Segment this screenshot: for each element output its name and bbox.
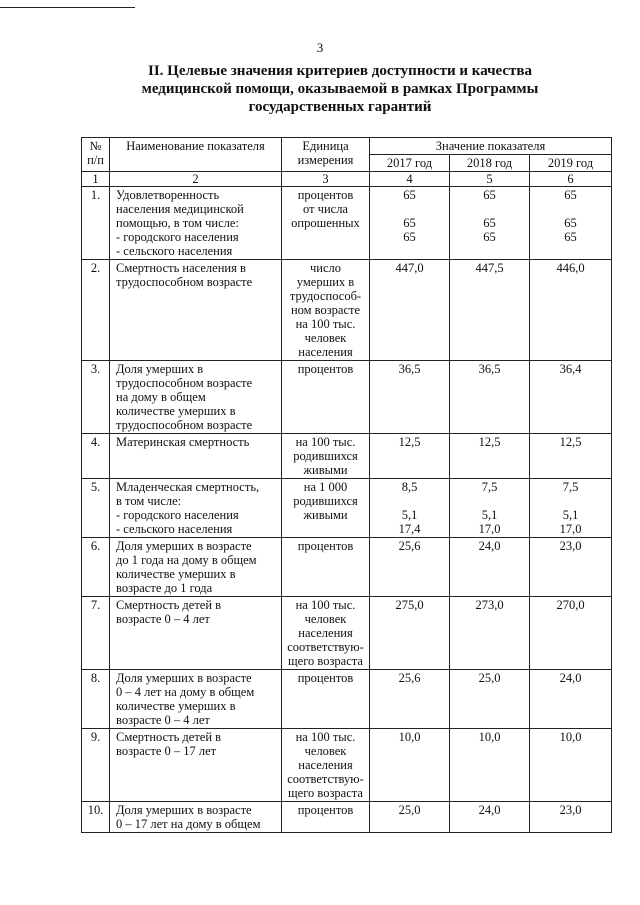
table-row [82, 361, 612, 434]
indicator-name-line: Младенческая смертность, [116, 480, 260, 494]
unit-line: населения [298, 345, 353, 359]
unit-line: ном возрасте [290, 303, 361, 317]
value-2017 [370, 479, 450, 538]
header-year-2017: 2017 год [370, 155, 450, 172]
indicator-name-line: населения медицинской [116, 202, 244, 216]
indicator-name [110, 729, 282, 802]
unit-line: живыми [303, 463, 348, 477]
unit-line: человек [304, 331, 347, 345]
header-values: Значение показателя [370, 138, 612, 155]
row-number [82, 187, 110, 260]
value-2017 [370, 670, 450, 729]
indicator-name-line: - сельского населения [116, 244, 233, 258]
value-2017 [370, 434, 450, 479]
value-2019-text: 24,0 [559, 671, 582, 685]
row-number-text: 7. [90, 598, 101, 612]
indicator-name-line: возрасте 0 – 17 лет [116, 744, 217, 758]
value-2018 [450, 538, 530, 597]
value-gap [533, 494, 608, 508]
unit-line: процентов [297, 803, 354, 817]
header-number-line-1: № [89, 139, 102, 153]
value-2018 [450, 670, 530, 729]
value-gap [453, 494, 526, 508]
indicator-name-line: 0 – 17 лет на дому в общем [116, 817, 261, 831]
column-index: 3 [282, 172, 370, 187]
unit-line: умерших в [296, 275, 355, 289]
value-2019 [530, 260, 612, 361]
value-2019 [530, 729, 612, 802]
row-number-text: 8. [90, 671, 101, 685]
value-2017-text: 17,4 [398, 522, 421, 536]
value-2018-text: 12,5 [478, 435, 501, 449]
unit-of-measure [282, 538, 370, 597]
indicator-name-line: помощью, в том числе: [116, 216, 239, 230]
indicator-name-line: трудоспособном возрасте [116, 275, 253, 289]
value-2017 [370, 361, 450, 434]
value-2018-text: 25,0 [478, 671, 501, 685]
indicator-name-line: количестве умерших в [116, 567, 236, 581]
value-2019-text: 446,0 [556, 261, 585, 275]
row-number-text: 5. [90, 480, 101, 494]
table-row [82, 187, 612, 260]
header-year-2018: 2018 год [450, 155, 530, 172]
value-2018-text: 7,5 [481, 480, 498, 494]
value-2017 [370, 260, 450, 361]
section-title [100, 62, 580, 116]
unit-line: процентов [297, 539, 354, 553]
column-index: 1 [82, 172, 110, 187]
table-row [82, 597, 612, 670]
value-2018-text: 17,0 [478, 522, 501, 536]
unit-of-measure [282, 434, 370, 479]
value-2019 [530, 479, 612, 538]
value-2018-text: 5,1 [481, 508, 498, 522]
value-2019 [530, 670, 612, 729]
row-number [82, 434, 110, 479]
column-index-row [82, 172, 612, 187]
value-2017 [370, 729, 450, 802]
unit-line: на 100 тыс. [295, 435, 356, 449]
unit-of-measure [282, 729, 370, 802]
unit-line: трудоспособ- [289, 289, 362, 303]
unit-line: число [309, 261, 341, 275]
unit-of-measure [282, 802, 370, 833]
indicator-name [110, 187, 282, 260]
table-row [82, 670, 612, 729]
value-2018 [450, 434, 530, 479]
indicator-name-line: количестве умерших в [116, 699, 236, 713]
table-row [82, 538, 612, 597]
value-2018 [450, 597, 530, 670]
indicator-name [110, 260, 282, 361]
value-2019-text: 270,0 [556, 598, 585, 612]
value-2018-text: 273,0 [475, 598, 504, 612]
unit-line: соответствую- [287, 640, 364, 654]
value-2018-text: 65 [483, 230, 496, 244]
indicator-name [110, 434, 282, 479]
value-2018-text: 24,0 [478, 539, 501, 553]
unit-line: процентов [297, 362, 354, 376]
indicator-name-line: до 1 года на дому в общем [116, 553, 257, 567]
value-2017-text: 10,0 [398, 730, 421, 744]
criteria-table [81, 137, 612, 833]
value-2017-text: 447,0 [395, 261, 424, 275]
indicator-name-line: Материнская смертность [116, 435, 250, 449]
unit-line: на 1 000 [303, 480, 348, 494]
top-left-rule [0, 7, 135, 8]
value-2017 [370, 802, 450, 833]
unit-line: от числа [303, 202, 348, 216]
header-year-2019: 2019 год [530, 155, 612, 172]
table-row [82, 802, 612, 833]
unit-line: на 100 тыс. [295, 730, 356, 744]
indicator-name-line: возрасте до 1 года [116, 581, 213, 595]
header-unit-line-2: измерения [297, 153, 354, 167]
value-2018 [450, 802, 530, 833]
indicator-name [110, 597, 282, 670]
value-2017-text: 36,5 [398, 362, 421, 376]
value-2017-text: 5,1 [401, 508, 418, 522]
table-body [82, 187, 612, 833]
value-2018-text: 24,0 [478, 803, 501, 817]
indicator-name-line: на дому в общем [116, 390, 206, 404]
indicator-name-line: Доля умерших в возрасте [116, 671, 252, 685]
indicator-name-line: Доля умерших в возрасте [116, 539, 252, 553]
row-number-text: 10. [87, 803, 104, 817]
unit-line: живыми [303, 508, 348, 522]
unit-line: процентов [297, 188, 354, 202]
row-number [82, 361, 110, 434]
row-number-text: 9. [90, 730, 101, 744]
indicator-name-line: Смертность детей в [116, 730, 222, 744]
value-2019-text: 23,0 [559, 803, 582, 817]
unit-line: на 100 тыс. [295, 317, 356, 331]
value-2017 [370, 187, 450, 260]
row-number [82, 538, 110, 597]
indicator-name-line: Смертность населения в [116, 261, 246, 275]
value-2017-text: 8,5 [401, 480, 418, 494]
section-title-line-3: государственных гарантий [248, 99, 432, 115]
value-2019-text: 5,1 [562, 508, 579, 522]
unit-line: на 100 тыс. [295, 598, 356, 612]
value-2017-text: 25,0 [398, 803, 421, 817]
value-gap [373, 494, 446, 508]
table-row [82, 260, 612, 361]
value-2018-text: 10,0 [478, 730, 501, 744]
value-2019-text: 10,0 [559, 730, 582, 744]
unit-line: населения [298, 626, 353, 640]
value-2019-text: 65 [564, 188, 577, 202]
value-2019 [530, 802, 612, 833]
row-number-text: 4. [90, 435, 101, 449]
indicator-name-line: Смертность детей в [116, 598, 222, 612]
row-number [82, 802, 110, 833]
value-2018-text: 65 [483, 188, 496, 202]
indicator-name [110, 802, 282, 833]
column-index: 2 [110, 172, 282, 187]
unit-line: населения [298, 758, 353, 772]
value-2018 [450, 729, 530, 802]
page-number: 3 [316, 40, 324, 55]
unit-of-measure [282, 597, 370, 670]
indicator-name [110, 670, 282, 729]
row-number [82, 260, 110, 361]
row-number [82, 597, 110, 670]
indicator-name-line: трудоспособном возрасте [116, 376, 253, 390]
unit-line: человек [304, 612, 347, 626]
value-2019 [530, 434, 612, 479]
value-2019-text: 23,0 [559, 539, 582, 553]
unit-of-measure [282, 187, 370, 260]
value-2017-text: 65 [403, 188, 416, 202]
table-row [82, 729, 612, 802]
value-gap [373, 202, 446, 216]
indicator-name-line: возрасте 0 – 4 лет [116, 713, 210, 727]
value-2017 [370, 538, 450, 597]
row-number [82, 729, 110, 802]
unit-line: родившихся [293, 494, 358, 508]
indicator-name-line: трудоспособном возрасте [116, 418, 253, 432]
indicator-name-line: возрасте 0 – 4 лет [116, 612, 210, 626]
value-2019 [530, 597, 612, 670]
indicator-name-line: количестве умерших в [116, 404, 236, 418]
header-row-1 [82, 138, 612, 155]
value-2019-text: 65 [564, 216, 577, 230]
value-2019-text: 65 [564, 230, 577, 244]
value-2019-text: 36,4 [559, 362, 582, 376]
unit-line: щего возраста [288, 654, 363, 668]
value-2018-text: 65 [483, 216, 496, 230]
table-row [82, 434, 612, 479]
value-gap [533, 202, 608, 216]
value-gap [453, 202, 526, 216]
unit-of-measure [282, 479, 370, 538]
value-2017-text: 65 [403, 230, 416, 244]
value-2019-text: 12,5 [559, 435, 582, 449]
indicator-name [110, 479, 282, 538]
indicator-name [110, 538, 282, 597]
header-number [82, 138, 110, 172]
value-2017 [370, 597, 450, 670]
indicator-name-line: Доля умерших в [116, 362, 204, 376]
indicator-name-line: в том числе: [116, 494, 182, 508]
value-2019 [530, 361, 612, 434]
row-number-text: 2. [90, 261, 101, 275]
value-2019-text: 17,0 [559, 522, 582, 536]
header-number-line-2: п/п [87, 153, 104, 167]
indicator-name-line: Доля умерших в возрасте [116, 803, 252, 817]
value-2017-text: 25,6 [398, 671, 421, 685]
indicator-name-line: - городского населения [116, 508, 239, 522]
indicator-name-line: 0 – 4 лет на дому в общем [116, 685, 255, 699]
header-indicator-name: Наименование показателя [110, 138, 282, 172]
header-unit-line-1: Единица [302, 139, 349, 153]
header-unit [282, 138, 370, 172]
row-number [82, 670, 110, 729]
unit-line: щего возраста [288, 786, 363, 800]
indicator-name-line: - городского населения [116, 230, 239, 244]
value-2018-text: 36,5 [478, 362, 501, 376]
indicator-name-line: Удовлетворенность [116, 188, 220, 202]
table-row [82, 479, 612, 538]
value-2018 [450, 187, 530, 260]
row-number-text: 3. [90, 362, 101, 376]
section-title-line-1: II. Целевые значения критериев доступности и качества [147, 63, 533, 79]
column-index: 6 [530, 172, 612, 187]
row-number-text: 1. [90, 188, 101, 202]
unit-line: соответствую- [287, 772, 364, 786]
indicator-name [110, 361, 282, 434]
unit-of-measure [282, 260, 370, 361]
value-2018-text: 447,5 [475, 261, 504, 275]
unit-line: человек [304, 744, 347, 758]
value-2019 [530, 187, 612, 260]
value-2018 [450, 361, 530, 434]
unit-line: процентов [297, 671, 354, 685]
row-number [82, 479, 110, 538]
value-2019 [530, 538, 612, 597]
row-number-text: 6. [90, 539, 101, 553]
column-index: 5 [450, 172, 530, 187]
section-title-line-2: медицинской помощи, оказываемой в рамках Программы [141, 81, 539, 97]
value-2017-text: 25,6 [398, 539, 421, 553]
column-index: 4 [370, 172, 450, 187]
unit-of-measure [282, 361, 370, 434]
unit-line: опрошенных [291, 216, 360, 230]
value-2019-text: 7,5 [562, 480, 579, 494]
indicator-name-line: - сельского населения [116, 522, 233, 536]
value-2017-text: 65 [403, 216, 416, 230]
value-2018 [450, 260, 530, 361]
unit-of-measure [282, 670, 370, 729]
value-2017-text: 12,5 [398, 435, 421, 449]
value-2018 [450, 479, 530, 538]
value-2017-text: 275,0 [395, 598, 424, 612]
unit-line: родившихся [293, 449, 358, 463]
